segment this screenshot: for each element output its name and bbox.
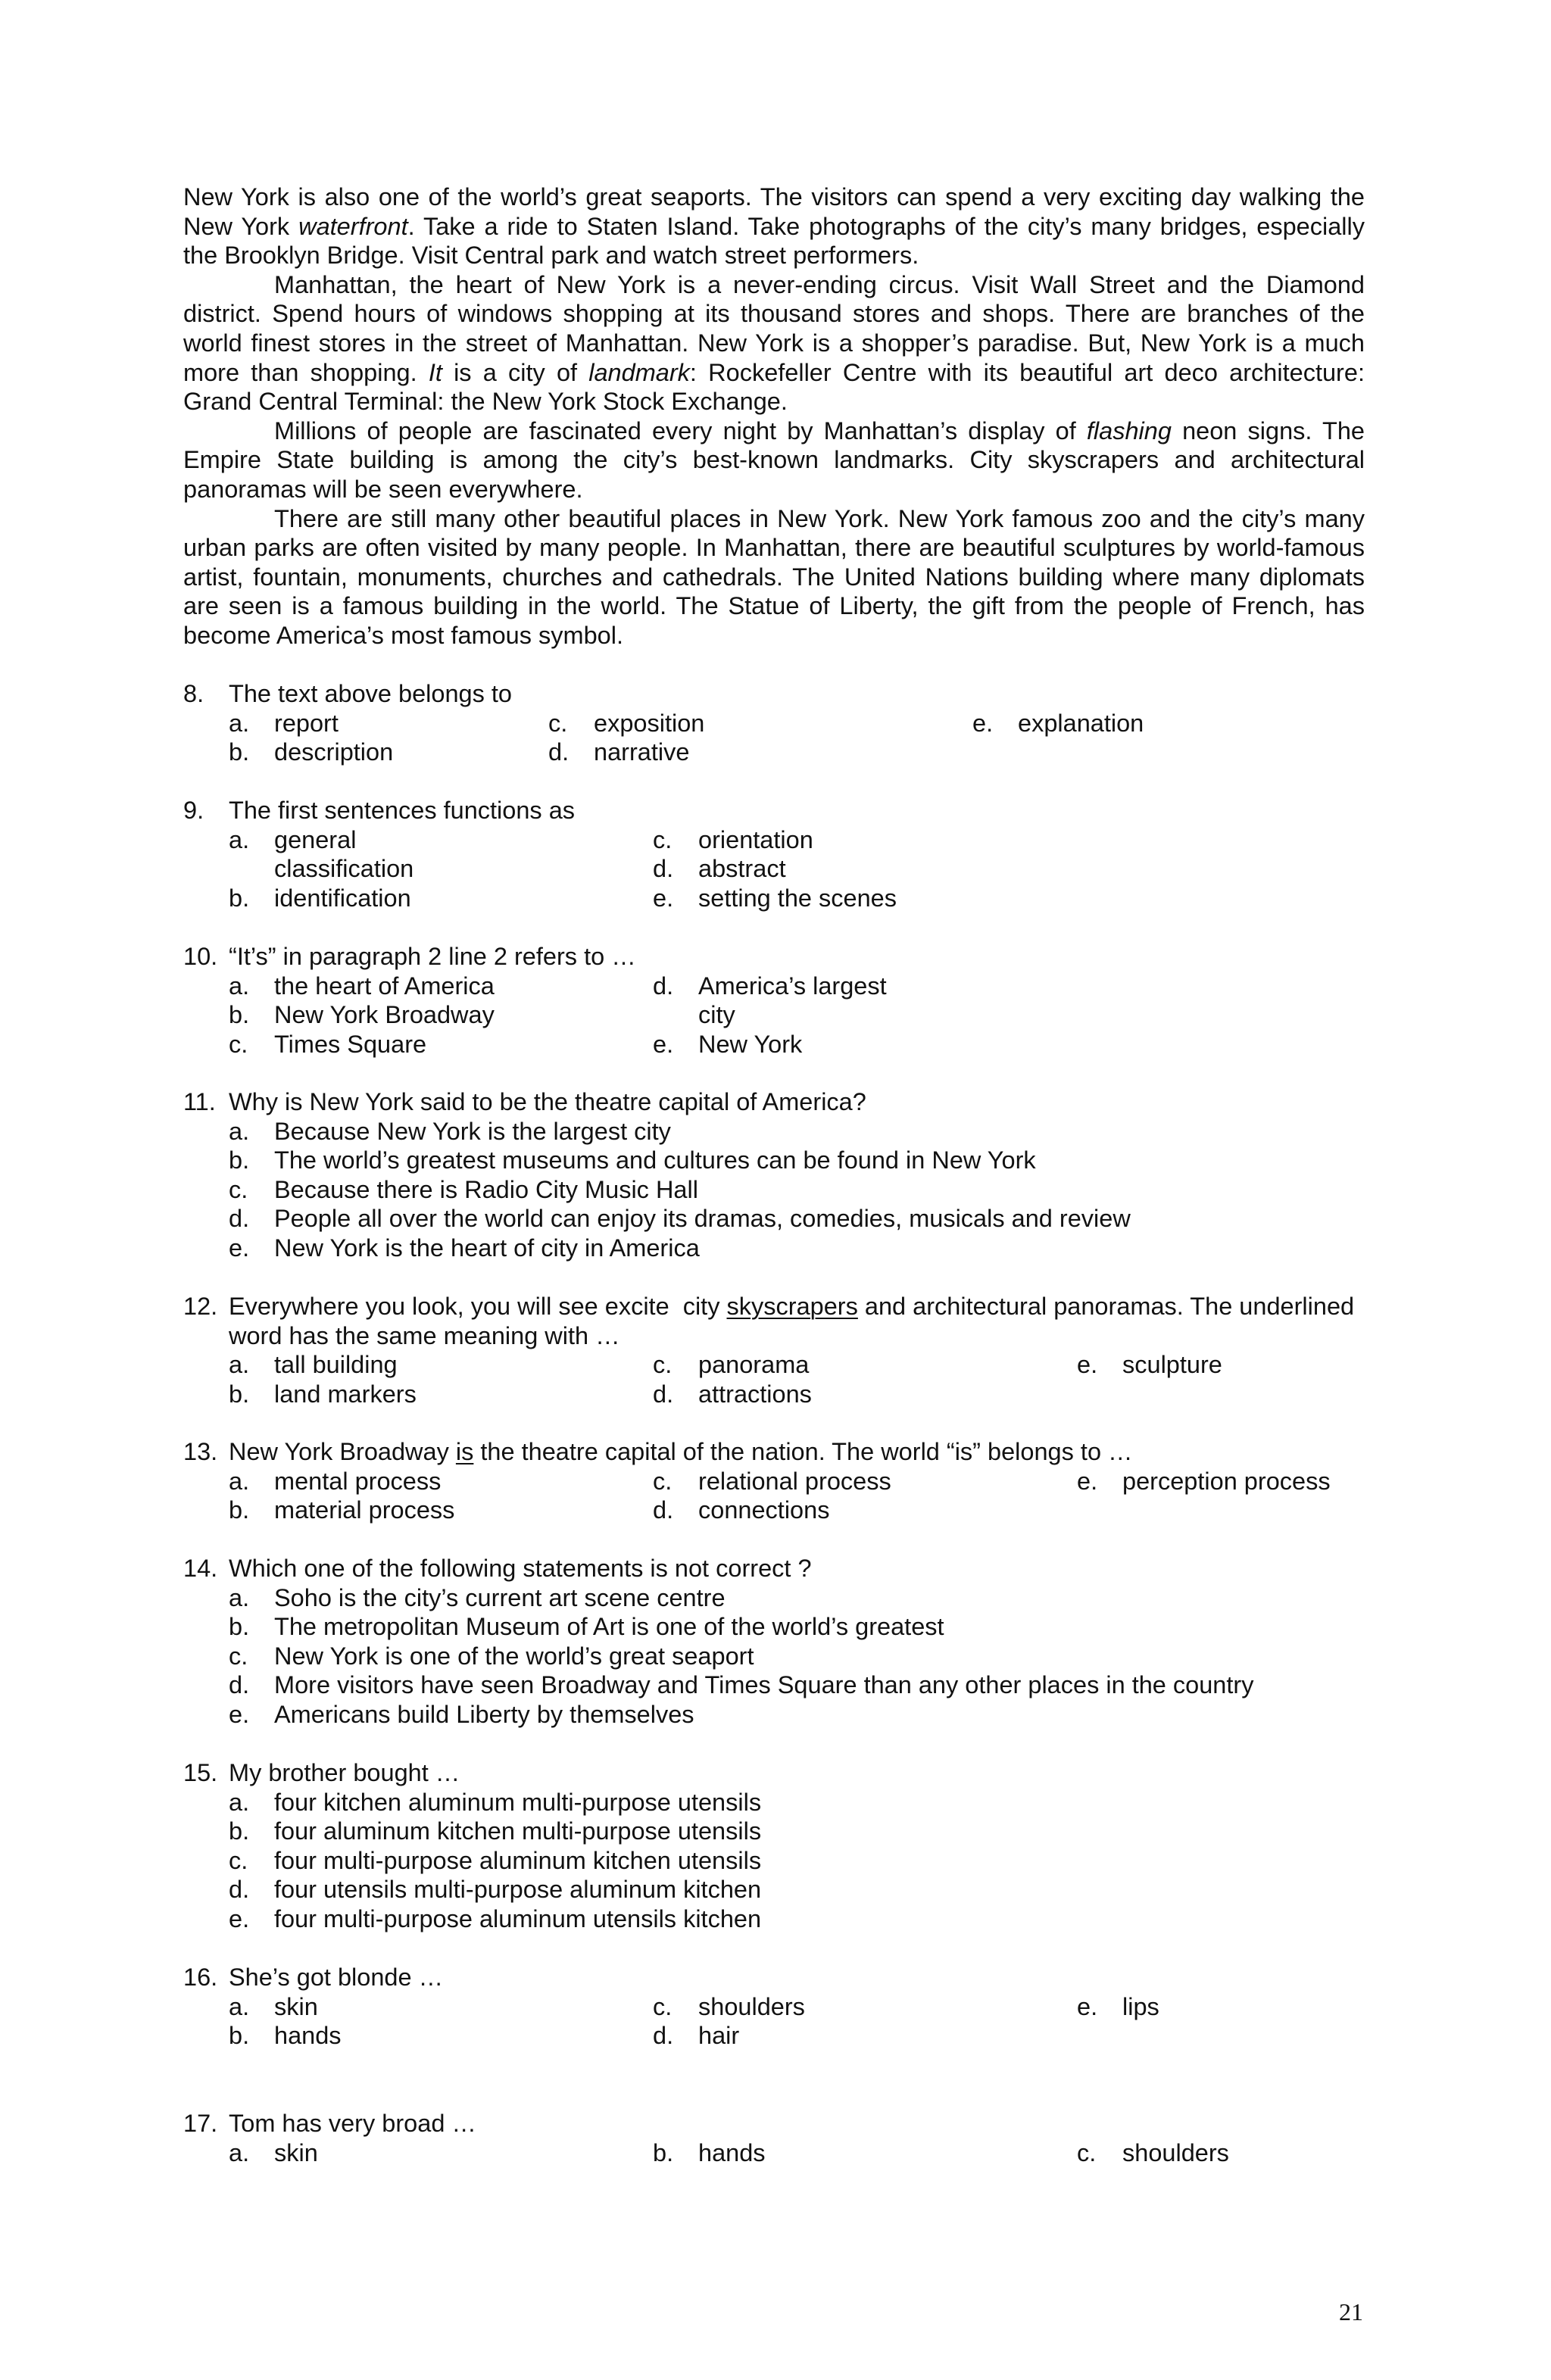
- question-number: 10.: [183, 943, 218, 970]
- question-stem: She’s got blonde …: [229, 1964, 444, 1991]
- option-a[interactable]: a. general: [229, 825, 357, 853]
- option-e[interactable]: e. sculpture: [1077, 1351, 1222, 1379]
- option-a[interactable]: a. the heart of America: [229, 972, 495, 1000]
- option-a-continued: classification: [274, 855, 414, 883]
- italic-word-waterfront: waterfront: [298, 212, 408, 240]
- question-15: [183, 1758, 1410, 1934]
- italic-word-landmark: landmark: [588, 358, 690, 386]
- option-b[interactable]: b. The metropolitan Museum of Art is one of the world’s greatest: [229, 1613, 944, 1641]
- option-a[interactable]: a. Because New York is the largest city: [229, 1117, 671, 1145]
- question-stem: My brother bought …: [229, 1759, 460, 1786]
- option-b[interactable]: b. The world’s greatest museums and cultures can be found in New York: [229, 1146, 1036, 1174]
- question-13: [183, 1437, 1410, 1525]
- question-number: 9.: [183, 797, 204, 824]
- option-e[interactable]: e. Americans build Liberty by themselves: [229, 1700, 694, 1728]
- option-b[interactable]: b. hands: [229, 2022, 342, 2050]
- question-17: [183, 2109, 1410, 2167]
- option-d[interactable]: d. four utensils multi-purpose aluminum kitchen: [229, 1876, 762, 1904]
- question-stem: New York Broadway is the theatre capital of the nation. The world “is” belongs to …: [229, 1438, 1133, 1465]
- underlined-word: is: [455, 1438, 474, 1465]
- option-b[interactable]: b. hands: [653, 2138, 766, 2166]
- option-d-continued: city: [698, 1001, 735, 1029]
- question-10: [183, 942, 1410, 1059]
- option-d[interactable]: d. People all over the world can enjoy its dramas, comedies, musicals and review: [229, 1205, 1131, 1233]
- option-d[interactable]: d. America’s largest: [653, 972, 887, 1000]
- option-e[interactable]: e. four multi-purpose aluminum utensils kitchen: [229, 1904, 762, 1932]
- option-c[interactable]: c. New York is one of the world’s great seaport: [229, 1642, 754, 1670]
- option-a[interactable]: a. tall building: [229, 1351, 398, 1379]
- option-e[interactable]: e. setting the scenes: [653, 884, 897, 912]
- option-e[interactable]: e. New York is the heart of city in America: [229, 1234, 700, 1262]
- option-b[interactable]: b. four aluminum kitchen multi-purpose utensils: [229, 1817, 762, 1845]
- question-number: 15.: [183, 1759, 218, 1786]
- italic-word-flashing: flashing: [1086, 416, 1172, 444]
- question-stem: Tom has very broad …: [229, 2110, 476, 2137]
- question-number: 11.: [183, 1088, 216, 1115]
- question-stem: The text above belongs to: [229, 680, 513, 707]
- question-number: 14.: [183, 1555, 218, 1582]
- passage-paragraph-1: New York is also one of the world’s great seaports. The visitors can spend a very exciting day walking the New York waterfront. Take a ride to Staten Island. Take photographs of the city’s many bridges, especially the Brooklyn Bridge. Visit Central park and watch street performers.: [183, 183, 1365, 270]
- question-stem: Which one of the following statements is not correct ?: [229, 1555, 812, 1582]
- option-a[interactable]: a. skin: [229, 1992, 318, 2020]
- option-c[interactable]: c. four multi-purpose aluminum kitchen utensils: [229, 1846, 762, 1874]
- passage-paragraph-2: Manhattan, the heart of New York is a never-ending circus. Visit Wall Street and the Diamond district. Spend hours of windows shopping at its thousand stores and shops. There are branches of the world finest stores in the street of Manhattan. New York is a shopper’s paradise. But, New York is a much more than shopping. It is a city of landmark: Rockefeller Centre with its beautiful art deco architecture: Grand Central Terminal: the New York Stock Exchange.: [183, 270, 1365, 416]
- page-number: 21: [1339, 2298, 1363, 2325]
- option-c[interactable]: c. relational process: [653, 1467, 891, 1495]
- option-d[interactable]: d. hair: [653, 2022, 740, 2050]
- question-number: 12.: [183, 1293, 218, 1320]
- question-number: 13.: [183, 1438, 218, 1465]
- option-c[interactable]: c. orientation: [653, 825, 813, 853]
- question-stem: The first sentences functions as: [229, 797, 576, 824]
- question-number: 16.: [183, 1964, 218, 1991]
- italic-word-it: It: [428, 358, 442, 386]
- question-stem: Everywhere you look, you will see excite city skyscrapers and architectural panoramas. The underlined word has the same meaning with …: [229, 1293, 1362, 1349]
- question-number: 8.: [183, 680, 204, 707]
- option-a[interactable]: a. four kitchen aluminum multi-purpose utensils: [229, 1788, 762, 1816]
- option-c[interactable]: c. Because there is Radio City Music Hall: [229, 1175, 698, 1203]
- option-e[interactable]: e. lips: [1077, 1992, 1159, 2020]
- question-8: [183, 679, 1410, 767]
- option-b[interactable]: b. identification: [229, 884, 411, 912]
- question-stem: Why is New York said to be the theatre capital of America?: [229, 1088, 866, 1115]
- option-c[interactable]: c. shoulders: [653, 1992, 805, 2020]
- reading-passage: [183, 182, 1365, 650]
- option-c[interactable]: c. exposition: [548, 709, 705, 737]
- underlined-word: skyscrapers: [726, 1293, 858, 1320]
- question-number: 17.: [183, 2110, 218, 2137]
- option-a[interactable]: a. skin: [229, 2138, 318, 2166]
- question-12: [183, 1292, 1410, 1408]
- option-c[interactable]: c. Times Square: [229, 1030, 427, 1058]
- option-d[interactable]: d. narrative: [548, 738, 690, 766]
- passage-paragraph-4: There are still many other beautiful places in New York. New York famous zoo and the city’s many urban parks are often visited by many people. In Manhattan, there are beautiful sculptures by world-famous artist, fountain, monuments, churches and cathedrals. The United Nations building where many diplomats are seen is a famous building in the world. The Statue of Liberty, the gift from the people of French, has become America’s most famous symbol.: [183, 504, 1365, 649]
- option-d[interactable]: d. connections: [653, 1496, 830, 1524]
- option-e[interactable]: e. New York: [653, 1030, 803, 1058]
- passage-paragraph-3: Millions of people are fascinated every night by Manhattan’s display of flashing neon signs. The Empire State building is among the city’s best-known landmarks. City skyscrapers and architectural panoramas will be seen everywhere.: [183, 416, 1365, 503]
- option-a[interactable]: a. mental process: [229, 1467, 442, 1495]
- option-e[interactable]: e. explanation: [972, 709, 1144, 737]
- option-b[interactable]: b. New York Broadway: [229, 1001, 495, 1029]
- option-d[interactable]: d. abstract: [653, 855, 786, 883]
- option-c[interactable]: c. panorama: [653, 1351, 810, 1379]
- question-14: [183, 1554, 1410, 1730]
- option-e[interactable]: e. perception process: [1077, 1467, 1331, 1495]
- question-11: [183, 1087, 1410, 1263]
- option-d[interactable]: d. More visitors have seen Broadway and Times Square than any other places in the country: [229, 1671, 1254, 1699]
- option-b[interactable]: b. material process: [229, 1496, 455, 1524]
- question-9: [183, 796, 1410, 912]
- option-d[interactable]: d. attractions: [653, 1380, 812, 1408]
- option-b[interactable]: b. description: [229, 738, 394, 766]
- question-stem: “It’s” in paragraph 2 line 2 refers to …: [229, 943, 636, 970]
- option-c[interactable]: c. shoulders: [1077, 2138, 1229, 2166]
- option-a[interactable]: a. Soho is the city’s current art scene centre: [229, 1583, 726, 1611]
- option-a[interactable]: a. report: [229, 709, 339, 737]
- option-b[interactable]: b. land markers: [229, 1380, 417, 1408]
- question-16: [183, 1963, 1410, 2051]
